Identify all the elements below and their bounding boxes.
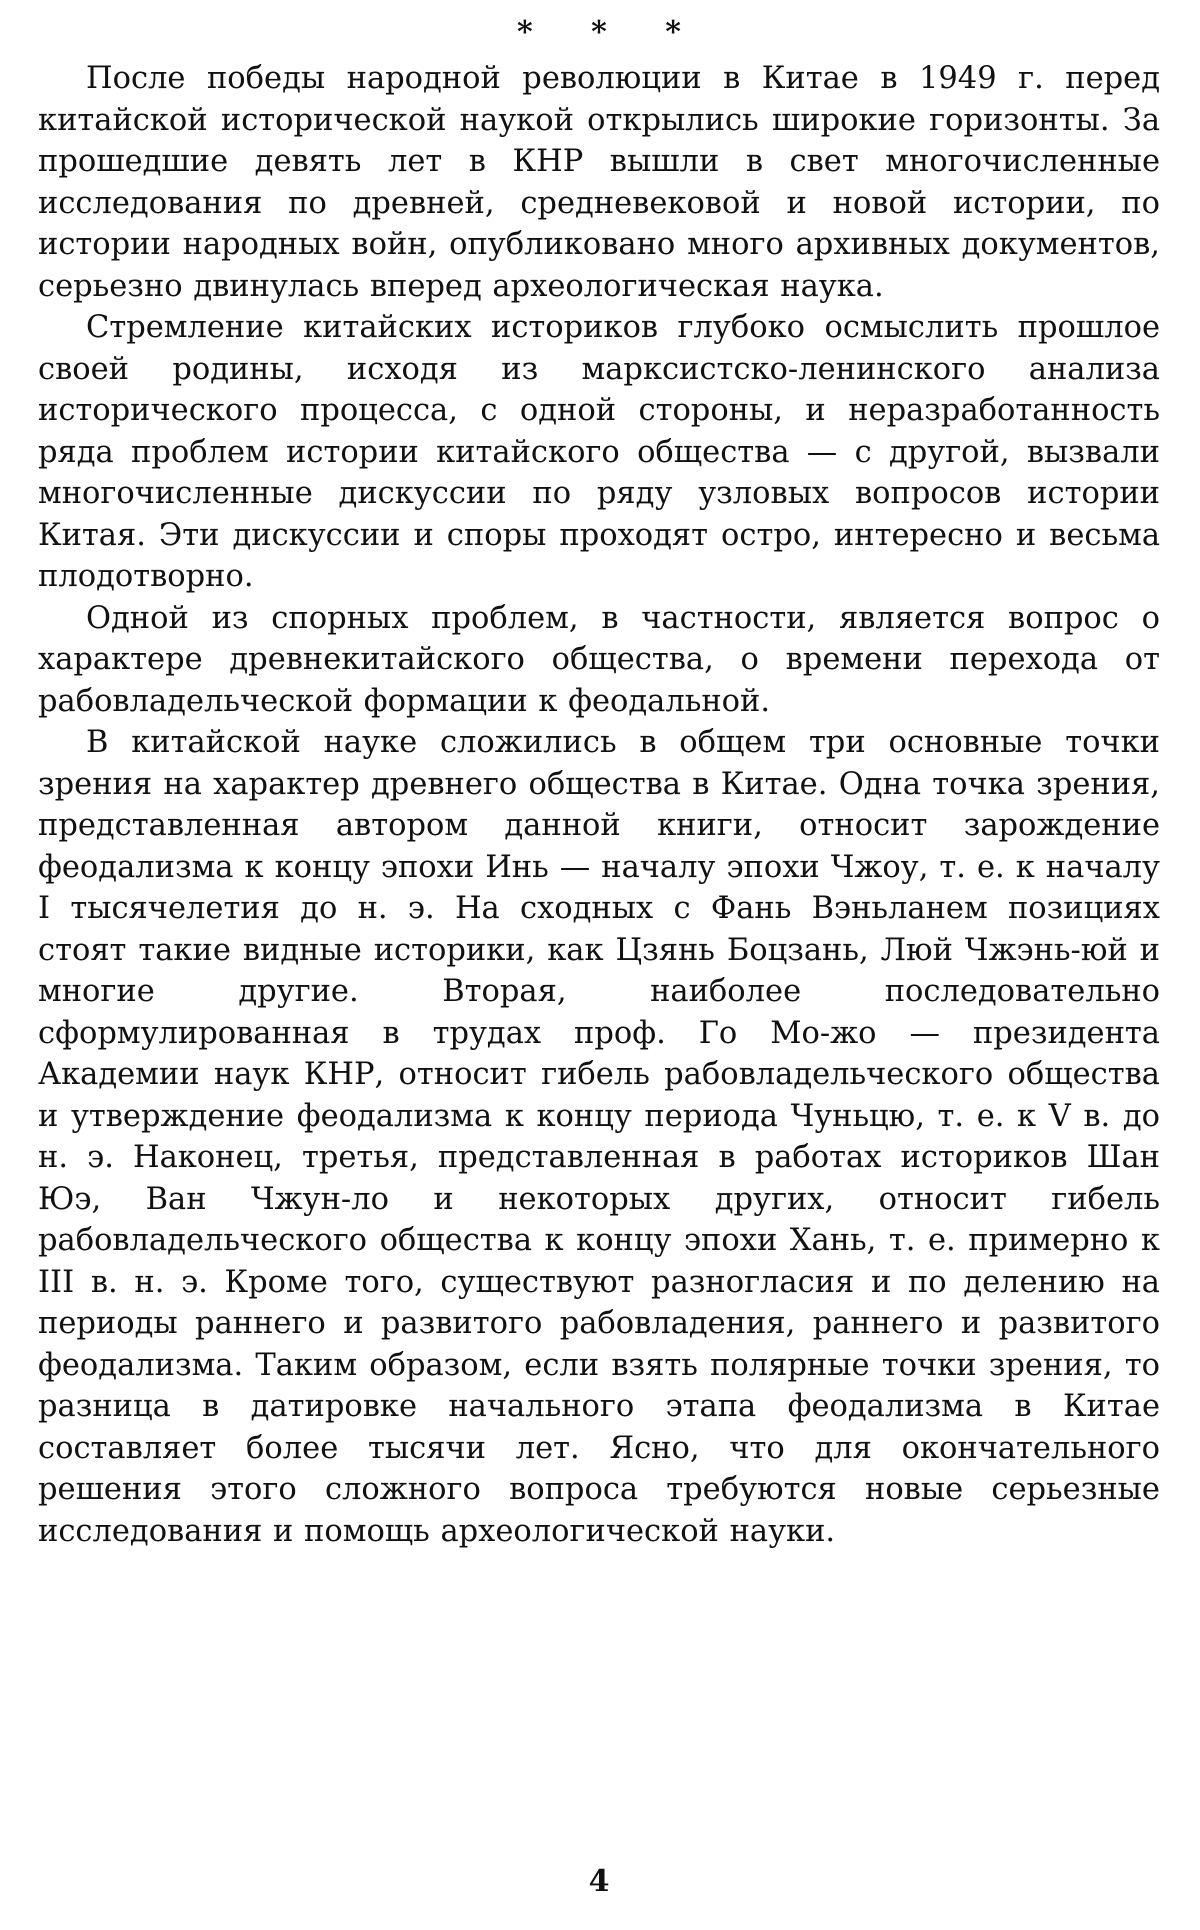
- paragraph-historians-discussions: Стремление китайских историков глубоко осмыслить прошлое своей родины, исходя из марксистско-ленинского анализа исторического процесса, с одной стороны, и неразработанность ряда проблем истории китайского общества — с другой, вызвали многочисленные дискуссии по ряду узловых вопросов истории Китая. Эти дискуссии и споры проходят остро, интересно и весьма плодотворно.: [38, 310, 1160, 594]
- section-separator: * * *: [517, 15, 705, 50]
- paragraph-revolution-horizons: После победы народной революции в Китае в 1949 г. перед китайской исторической наукой открылись широкие горизонты. За прошедшие девять лет в КНР вышли в свет многочисленные исследования по древней, средневековой и новой истории, по истории народных войн, опубликовано много архивных документов, серьезно двинулась вперед археологическая наука.: [38, 61, 1160, 304]
- paragraph-three-viewpoints: В китайской науке сложились в общем три основные точки зрения на характер древнего общества в Китае. Одна точка зрения, представленная автором данной книги, относит зарождение феодализма к концу эпохи Инь — началу эпохи Чжоу, т. е. к началу I тысячелетия до н. э. На сходных с Фань Вэньланем позициях стоят такие видные историки, как Цзянь Боцзань, Люй Чжэнь-юй и многие другие. Вторая, наиболее последовательно сформулированная в трудах проф. Го Мо-жо — президента Академии наук КНР, относит гибель рабовладельческого общества и утверждение феодализма к концу периода Чуньцю, т. е. к V в. до н. э. Наконец, третья, представленная в работах историков Шан Юэ, Ван Чжун-ло и некоторых других, относит гибель рабовладельческого общества к концу эпохи Хань, т. е. примерно к III в. н. э. Кроме того, существуют разногласия и по делению на периоды раннего и развитого рабовладения, раннего и развитого феодализма. Таким образом, если взять полярные точки зрения, то разница в датировке начального этапа феодализма в Китае составляет более тысячи лет. Ясно, что для окончательного решения этого сложного вопроса требуются новые серьезные исследования и помощь археологической науки.: [38, 725, 1160, 1549]
- document-page: [38, 15, 1160, 1918]
- paragraph-disputed-problem: Одной из спорных проблем, в частности, является вопрос о характере древнекитайского общества, о времени перехода от рабовладельческой формации к феодальной.: [38, 600, 1160, 719]
- page-number: 4: [588, 1864, 610, 1899]
